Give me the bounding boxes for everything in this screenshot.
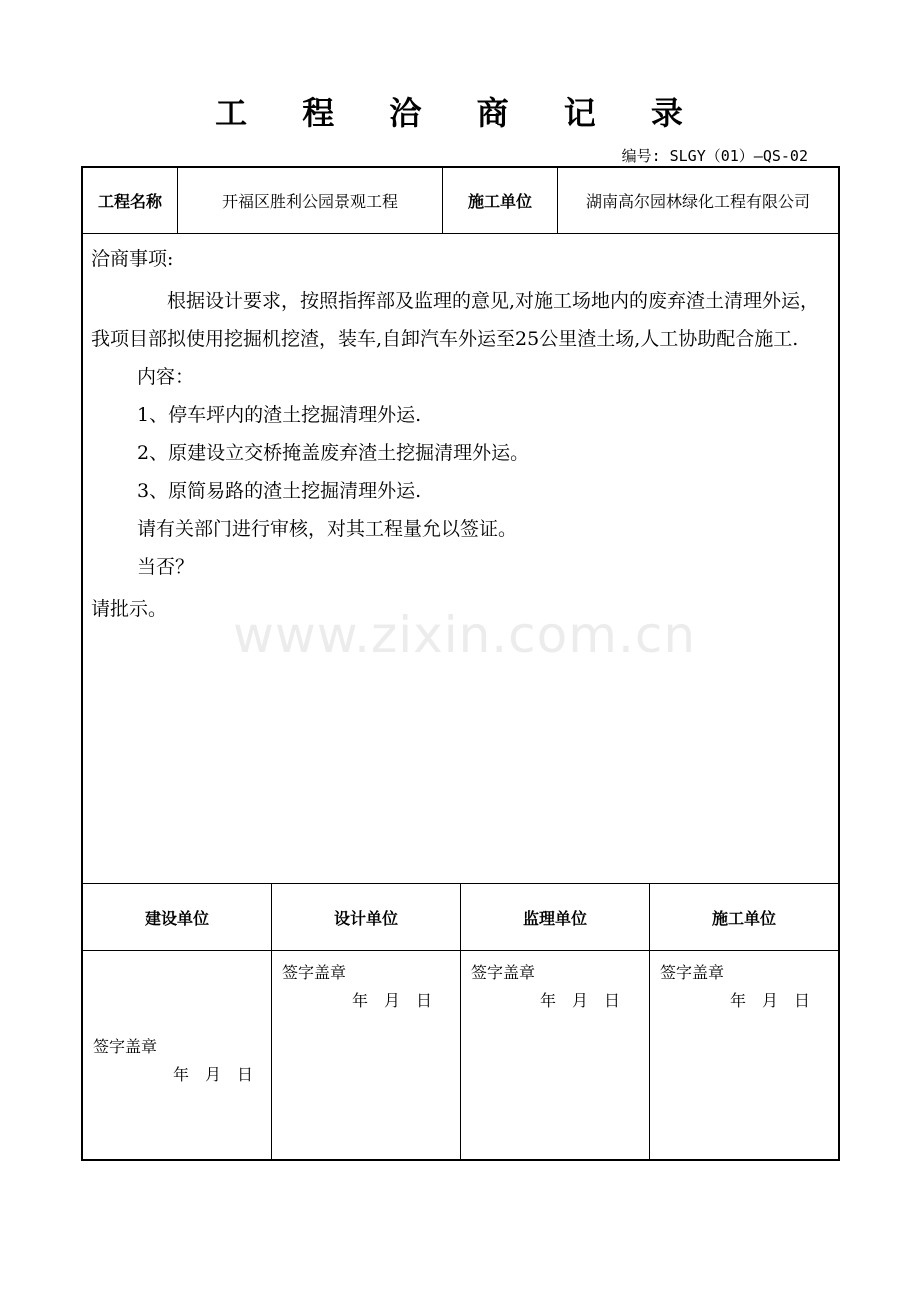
contractor-label: 施工单位 — [467, 192, 532, 211]
project-name-label: 工程名称 — [97, 192, 162, 211]
sig-header-contractor: 施工单位 — [711, 908, 776, 928]
sig-header-supervisor: 监理单位 — [522, 908, 587, 928]
content-label: 内容： — [137, 366, 195, 388]
question-line: 当否？ — [137, 556, 195, 578]
sign-date: 年 月 日 — [173, 1065, 254, 1084]
negotiation-body — [91, 240, 833, 628]
main-paragraph: 根据设计要求，按照指挥部及监理的意见,对施工场地内的废弃渣土清理外运，我项目部拟使用挖掘机挖渣，装车,自卸汽车外运至25公里渣土场,人工协助配合施工. — [91, 290, 820, 350]
record-table — [81, 166, 840, 1161]
document-number: 编号: SLGY（01）—QS-02 — [621, 147, 808, 165]
sign-date: 年 月 日 — [352, 991, 433, 1010]
sign-seal-label: 签字盖章 — [93, 1037, 158, 1056]
list-item: 2、原建设立交桥掩盖废弃渣土挖掘清理外运。 — [137, 442, 530, 464]
contractor-value: 湖南高尔园林绿化工程有限公司 — [585, 192, 810, 211]
sign-seal-label: 签字盖章 — [471, 963, 536, 982]
sig-header-designer: 设计单位 — [333, 908, 398, 928]
list-item: 1、停车坪内的渣土挖掘清理外运. — [137, 404, 422, 426]
project-name-value: 开福区胜利公园景观工程 — [221, 192, 398, 211]
sign-date: 年 月 日 — [540, 991, 621, 1010]
closing-line: 请批示。 — [91, 598, 168, 620]
document-title: 工 程 洽 商 记 录 — [215, 94, 705, 132]
sign-seal-label: 签字盖章 — [282, 963, 347, 982]
sign-date: 年 月 日 — [730, 991, 811, 1010]
review-request: 请有关部门进行审核，对其工程量允以签证。 — [137, 518, 518, 540]
watermark: www.zixin.com.cn — [233, 606, 697, 664]
list-item: 3、原简易路的渣土挖掘清理外运. — [137, 480, 422, 502]
section-label: 洽商事项: — [91, 248, 174, 270]
sign-seal-label: 签字盖章 — [660, 963, 725, 982]
sig-header-owner: 建设单位 — [144, 908, 209, 928]
